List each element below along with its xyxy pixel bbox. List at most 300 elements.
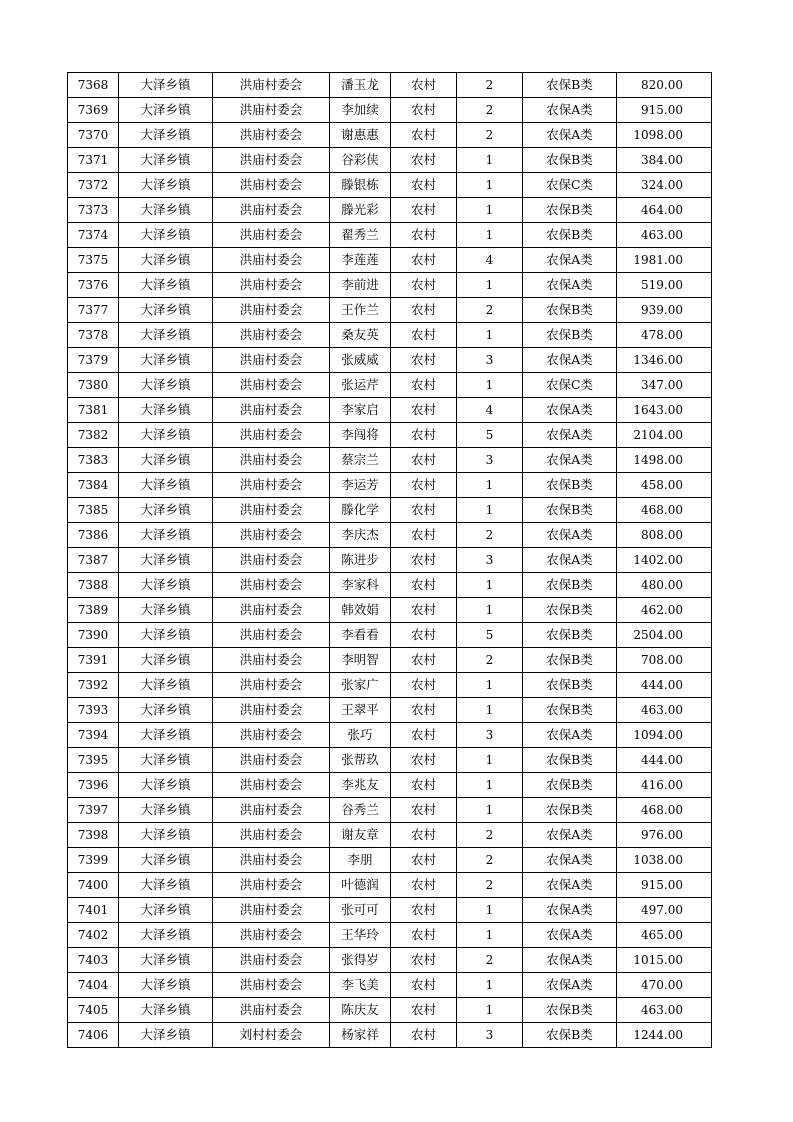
cell-member-count: 1 [457, 373, 523, 398]
cell-member-count: 1 [457, 573, 523, 598]
cell-household-type: 农村 [391, 648, 457, 673]
cell-record-number: 7404 [68, 973, 119, 998]
cell-name: 张得岁 [330, 948, 391, 973]
cell-amount: 1094.00 [617, 723, 712, 748]
cell-name: 李运芳 [330, 473, 391, 498]
cell-name: 谢友章 [330, 823, 391, 848]
cell-village-committee: 洪庙村委会 [213, 823, 330, 848]
cell-township: 大泽乡镇 [119, 948, 213, 973]
table-row [68, 398, 712, 423]
cell-village-committee: 洪庙村委会 [213, 673, 330, 698]
cell-household-type: 农村 [391, 123, 457, 148]
roster-body [68, 73, 712, 1048]
cell-name: 谢惠惠 [330, 123, 391, 148]
cell-record-number: 7394 [68, 723, 119, 748]
cell-name: 张威威 [330, 348, 391, 373]
cell-insurance-category: 农保B类 [523, 798, 617, 823]
cell-member-count: 2 [457, 123, 523, 148]
cell-record-number: 7385 [68, 498, 119, 523]
cell-insurance-category: 农保A类 [523, 523, 617, 548]
cell-record-number: 7384 [68, 473, 119, 498]
cell-record-number: 7402 [68, 923, 119, 948]
cell-household-type: 农村 [391, 1023, 457, 1048]
cell-record-number: 7387 [68, 548, 119, 573]
cell-township: 大泽乡镇 [119, 123, 213, 148]
cell-amount: 497.00 [617, 898, 712, 923]
cell-village-committee: 洪庙村委会 [213, 223, 330, 248]
cell-insurance-category: 农保B类 [523, 773, 617, 798]
cell-household-type: 农村 [391, 273, 457, 298]
cell-household-type: 农村 [391, 373, 457, 398]
cell-insurance-category: 农保A类 [523, 98, 617, 123]
table-row [68, 423, 712, 448]
cell-township: 大泽乡镇 [119, 198, 213, 223]
table-row [68, 148, 712, 173]
table-row [68, 823, 712, 848]
cell-township: 大泽乡镇 [119, 248, 213, 273]
cell-insurance-category: 农保B类 [523, 648, 617, 673]
cell-household-type: 农村 [391, 323, 457, 348]
cell-village-committee: 洪庙村委会 [213, 448, 330, 473]
cell-name: 张运芹 [330, 373, 391, 398]
cell-member-count: 1 [457, 498, 523, 523]
cell-village-committee: 洪庙村委会 [213, 348, 330, 373]
cell-record-number: 7375 [68, 248, 119, 273]
cell-record-number: 7391 [68, 648, 119, 673]
cell-name: 李看看 [330, 623, 391, 648]
cell-amount: 465.00 [617, 923, 712, 948]
cell-member-count: 1 [457, 473, 523, 498]
cell-name: 李莲莲 [330, 248, 391, 273]
cell-amount: 2504.00 [617, 623, 712, 648]
cell-member-count: 1 [457, 173, 523, 198]
cell-insurance-category: 农保B类 [523, 73, 617, 98]
cell-household-type: 农村 [391, 598, 457, 623]
cell-member-count: 2 [457, 648, 523, 673]
cell-name: 李前进 [330, 273, 391, 298]
cell-township: 大泽乡镇 [119, 398, 213, 423]
cell-township: 大泽乡镇 [119, 373, 213, 398]
cell-member-count: 1 [457, 923, 523, 948]
cell-amount: 939.00 [617, 298, 712, 323]
cell-township: 大泽乡镇 [119, 173, 213, 198]
cell-name: 李庆杰 [330, 523, 391, 548]
cell-record-number: 7390 [68, 623, 119, 648]
cell-township: 大泽乡镇 [119, 148, 213, 173]
cell-insurance-category: 农保B类 [523, 298, 617, 323]
cell-township: 大泽乡镇 [119, 773, 213, 798]
cell-household-type: 农村 [391, 823, 457, 848]
cell-household-type: 农村 [391, 798, 457, 823]
cell-village-committee: 洪庙村委会 [213, 473, 330, 498]
cell-member-count: 3 [457, 348, 523, 373]
cell-village-committee: 洪庙村委会 [213, 598, 330, 623]
cell-name: 李明智 [330, 648, 391, 673]
table-row [68, 98, 712, 123]
table-row [68, 523, 712, 548]
cell-township: 大泽乡镇 [119, 223, 213, 248]
cell-household-type: 农村 [391, 973, 457, 998]
cell-household-type: 农村 [391, 673, 457, 698]
cell-insurance-category: 农保B类 [523, 673, 617, 698]
cell-township: 大泽乡镇 [119, 748, 213, 773]
cell-village-committee: 洪庙村委会 [213, 973, 330, 998]
cell-name: 张巧 [330, 723, 391, 748]
cell-amount: 464.00 [617, 198, 712, 223]
cell-member-count: 3 [457, 1023, 523, 1048]
table-row [68, 173, 712, 198]
cell-record-number: 7399 [68, 848, 119, 873]
cell-township: 大泽乡镇 [119, 298, 213, 323]
cell-household-type: 农村 [391, 573, 457, 598]
cell-household-type: 农村 [391, 473, 457, 498]
cell-insurance-category: 农保A类 [523, 898, 617, 923]
cell-township: 大泽乡镇 [119, 673, 213, 698]
cell-insurance-category: 农保B类 [523, 323, 617, 348]
cell-township: 大泽乡镇 [119, 623, 213, 648]
cell-name: 李家启 [330, 398, 391, 423]
table-row [68, 323, 712, 348]
assistance-roster-table [67, 72, 712, 1048]
cell-amount: 478.00 [617, 323, 712, 348]
table-row [68, 273, 712, 298]
cell-village-committee: 洪庙村委会 [213, 923, 330, 948]
cell-village-committee: 洪庙村委会 [213, 798, 330, 823]
table-row [68, 298, 712, 323]
cell-township: 大泽乡镇 [119, 723, 213, 748]
cell-member-count: 2 [457, 873, 523, 898]
cell-amount: 1038.00 [617, 848, 712, 873]
cell-name: 滕银栋 [330, 173, 391, 198]
cell-amount: 444.00 [617, 673, 712, 698]
cell-record-number: 7379 [68, 348, 119, 373]
cell-insurance-category: 农保A类 [523, 548, 617, 573]
cell-village-committee: 洪庙村委会 [213, 498, 330, 523]
cell-household-type: 农村 [391, 348, 457, 373]
cell-amount: 1643.00 [617, 398, 712, 423]
cell-member-count: 1 [457, 673, 523, 698]
cell-village-committee: 洪庙村委会 [213, 998, 330, 1023]
cell-household-type: 农村 [391, 398, 457, 423]
cell-amount: 463.00 [617, 998, 712, 1023]
cell-record-number: 7396 [68, 773, 119, 798]
table-row [68, 248, 712, 273]
table-row [68, 373, 712, 398]
cell-amount: 347.00 [617, 373, 712, 398]
table-row [68, 898, 712, 923]
cell-village-committee: 洪庙村委会 [213, 948, 330, 973]
cell-insurance-category: 农保A类 [523, 398, 617, 423]
cell-name: 谷彩侠 [330, 148, 391, 173]
cell-insurance-category: 农保B类 [523, 148, 617, 173]
cell-village-committee: 洪庙村委会 [213, 273, 330, 298]
cell-name: 滕光彩 [330, 198, 391, 223]
cell-village-committee: 洪庙村委会 [213, 748, 330, 773]
table-row [68, 573, 712, 598]
cell-village-committee: 洪庙村委会 [213, 898, 330, 923]
cell-member-count: 1 [457, 973, 523, 998]
cell-insurance-category: 农保B类 [523, 998, 617, 1023]
cell-insurance-category: 农保A类 [523, 423, 617, 448]
cell-member-count: 2 [457, 73, 523, 98]
cell-member-count: 2 [457, 848, 523, 873]
cell-township: 大泽乡镇 [119, 698, 213, 723]
cell-member-count: 3 [457, 548, 523, 573]
cell-member-count: 2 [457, 98, 523, 123]
cell-household-type: 农村 [391, 723, 457, 748]
cell-insurance-category: 农保A类 [523, 873, 617, 898]
cell-township: 大泽乡镇 [119, 998, 213, 1023]
cell-township: 大泽乡镇 [119, 873, 213, 898]
cell-name: 韩效娟 [330, 598, 391, 623]
cell-amount: 1015.00 [617, 948, 712, 973]
table-row [68, 723, 712, 748]
cell-amount: 462.00 [617, 598, 712, 623]
cell-household-type: 农村 [391, 423, 457, 448]
cell-household-type: 农村 [391, 748, 457, 773]
cell-member-count: 1 [457, 198, 523, 223]
cell-record-number: 7368 [68, 73, 119, 98]
cell-member-count: 2 [457, 948, 523, 973]
cell-household-type: 农村 [391, 898, 457, 923]
cell-township: 大泽乡镇 [119, 473, 213, 498]
cell-insurance-category: 农保A类 [523, 448, 617, 473]
cell-township: 大泽乡镇 [119, 973, 213, 998]
cell-member-count: 5 [457, 423, 523, 448]
cell-household-type: 农村 [391, 698, 457, 723]
cell-amount: 468.00 [617, 798, 712, 823]
cell-insurance-category: 农保A类 [523, 348, 617, 373]
cell-amount: 384.00 [617, 148, 712, 173]
table-row [68, 673, 712, 698]
table-row [68, 73, 712, 98]
cell-township: 大泽乡镇 [119, 548, 213, 573]
cell-record-number: 7388 [68, 573, 119, 598]
table-row [68, 473, 712, 498]
cell-insurance-category: 农保A类 [523, 823, 617, 848]
cell-name: 陈庆友 [330, 998, 391, 1023]
cell-name: 陈进步 [330, 548, 391, 573]
table-row [68, 1023, 712, 1048]
cell-member-count: 1 [457, 748, 523, 773]
cell-township: 大泽乡镇 [119, 648, 213, 673]
cell-record-number: 7389 [68, 598, 119, 623]
cell-township: 大泽乡镇 [119, 573, 213, 598]
cell-record-number: 7378 [68, 323, 119, 348]
cell-record-number: 7403 [68, 948, 119, 973]
cell-amount: 1981.00 [617, 248, 712, 273]
table-row [68, 123, 712, 148]
cell-name: 王翠平 [330, 698, 391, 723]
cell-record-number: 7405 [68, 998, 119, 1023]
cell-amount: 463.00 [617, 698, 712, 723]
cell-village-committee: 洪庙村委会 [213, 398, 330, 423]
cell-amount: 444.00 [617, 748, 712, 773]
cell-village-committee: 洪庙村委会 [213, 873, 330, 898]
cell-amount: 458.00 [617, 473, 712, 498]
cell-village-committee: 洪庙村委会 [213, 848, 330, 873]
cell-record-number: 7401 [68, 898, 119, 923]
cell-amount: 915.00 [617, 98, 712, 123]
cell-insurance-category: 农保A类 [523, 248, 617, 273]
cell-member-count: 3 [457, 448, 523, 473]
cell-member-count: 4 [457, 398, 523, 423]
cell-member-count: 1 [457, 323, 523, 348]
cell-amount: 463.00 [617, 223, 712, 248]
table-row [68, 198, 712, 223]
cell-name: 张可可 [330, 898, 391, 923]
cell-township: 大泽乡镇 [119, 798, 213, 823]
cell-village-committee: 洪庙村委会 [213, 698, 330, 723]
cell-name: 桑友英 [330, 323, 391, 348]
cell-member-count: 1 [457, 798, 523, 823]
cell-insurance-category: 农保C类 [523, 373, 617, 398]
cell-member-count: 2 [457, 523, 523, 548]
cell-member-count: 1 [457, 148, 523, 173]
cell-insurance-category: 农保A类 [523, 923, 617, 948]
cell-amount: 1498.00 [617, 448, 712, 473]
cell-amount: 470.00 [617, 973, 712, 998]
cell-name: 李飞美 [330, 973, 391, 998]
cell-record-number: 7369 [68, 98, 119, 123]
cell-household-type: 农村 [391, 148, 457, 173]
cell-household-type: 农村 [391, 623, 457, 648]
cell-insurance-category: 农保B类 [523, 698, 617, 723]
table-row [68, 598, 712, 623]
cell-household-type: 农村 [391, 98, 457, 123]
cell-village-committee: 刘村村委会 [213, 1023, 330, 1048]
cell-insurance-category: 农保B类 [523, 623, 617, 648]
table-row [68, 623, 712, 648]
cell-name: 李兆友 [330, 773, 391, 798]
cell-record-number: 7382 [68, 423, 119, 448]
cell-township: 大泽乡镇 [119, 923, 213, 948]
cell-record-number: 7371 [68, 148, 119, 173]
cell-township: 大泽乡镇 [119, 323, 213, 348]
cell-insurance-category: 农保B类 [523, 223, 617, 248]
cell-village-committee: 洪庙村委会 [213, 548, 330, 573]
cell-village-committee: 洪庙村委会 [213, 773, 330, 798]
cell-record-number: 7372 [68, 173, 119, 198]
cell-village-committee: 洪庙村委会 [213, 173, 330, 198]
table-row [68, 848, 712, 873]
cell-record-number: 7380 [68, 373, 119, 398]
cell-insurance-category: 农保A类 [523, 848, 617, 873]
table-row [68, 223, 712, 248]
cell-name: 李闯将 [330, 423, 391, 448]
cell-village-committee: 洪庙村委会 [213, 573, 330, 598]
cell-record-number: 7395 [68, 748, 119, 773]
cell-village-committee: 洪庙村委会 [213, 298, 330, 323]
cell-insurance-category: 农保A类 [523, 723, 617, 748]
table-row [68, 498, 712, 523]
cell-insurance-category: 农保A类 [523, 273, 617, 298]
cell-township: 大泽乡镇 [119, 448, 213, 473]
cell-name: 张帮玖 [330, 748, 391, 773]
cell-household-type: 农村 [391, 773, 457, 798]
cell-name: 王作兰 [330, 298, 391, 323]
cell-household-type: 农村 [391, 998, 457, 1023]
cell-village-committee: 洪庙村委会 [213, 648, 330, 673]
cell-member-count: 1 [457, 998, 523, 1023]
cell-record-number: 7370 [68, 123, 119, 148]
cell-insurance-category: 农保B类 [523, 198, 617, 223]
cell-household-type: 农村 [391, 548, 457, 573]
cell-household-type: 农村 [391, 173, 457, 198]
cell-village-committee: 洪庙村委会 [213, 73, 330, 98]
cell-township: 大泽乡镇 [119, 598, 213, 623]
cell-township: 大泽乡镇 [119, 523, 213, 548]
cell-village-committee: 洪庙村委会 [213, 623, 330, 648]
cell-amount: 480.00 [617, 573, 712, 598]
cell-member-count: 2 [457, 298, 523, 323]
cell-member-count: 1 [457, 598, 523, 623]
table-row [68, 923, 712, 948]
cell-township: 大泽乡镇 [119, 848, 213, 873]
cell-village-committee: 洪庙村委会 [213, 198, 330, 223]
cell-village-committee: 洪庙村委会 [213, 248, 330, 273]
table-row [68, 698, 712, 723]
cell-township: 大泽乡镇 [119, 423, 213, 448]
cell-name: 滕化学 [330, 498, 391, 523]
cell-amount: 1098.00 [617, 123, 712, 148]
cell-amount: 1402.00 [617, 548, 712, 573]
cell-name: 蔡宗兰 [330, 448, 391, 473]
cell-amount: 976.00 [617, 823, 712, 848]
table-row [68, 998, 712, 1023]
cell-household-type: 农村 [391, 948, 457, 973]
cell-amount: 416.00 [617, 773, 712, 798]
cell-insurance-category: 农保B类 [523, 498, 617, 523]
cell-township: 大泽乡镇 [119, 898, 213, 923]
cell-member-count: 2 [457, 823, 523, 848]
cell-household-type: 农村 [391, 448, 457, 473]
table-row [68, 798, 712, 823]
cell-record-number: 7393 [68, 698, 119, 723]
table-row [68, 648, 712, 673]
cell-household-type: 农村 [391, 873, 457, 898]
cell-record-number: 7400 [68, 873, 119, 898]
cell-household-type: 农村 [391, 923, 457, 948]
cell-name: 杨家祥 [330, 1023, 391, 1048]
cell-amount: 1346.00 [617, 348, 712, 373]
cell-amount: 324.00 [617, 173, 712, 198]
cell-insurance-category: 农保A类 [523, 948, 617, 973]
cell-insurance-category: 农保A类 [523, 123, 617, 148]
cell-member-count: 3 [457, 723, 523, 748]
cell-household-type: 农村 [391, 523, 457, 548]
cell-name: 李加续 [330, 98, 391, 123]
cell-township: 大泽乡镇 [119, 823, 213, 848]
cell-household-type: 农村 [391, 848, 457, 873]
cell-name: 翟秀兰 [330, 223, 391, 248]
cell-record-number: 7398 [68, 823, 119, 848]
cell-member-count: 1 [457, 273, 523, 298]
cell-member-count: 5 [457, 623, 523, 648]
table-row [68, 973, 712, 998]
cell-name: 李家科 [330, 573, 391, 598]
cell-insurance-category: 农保B类 [523, 473, 617, 498]
cell-record-number: 7383 [68, 448, 119, 473]
cell-township: 大泽乡镇 [119, 273, 213, 298]
table-row [68, 348, 712, 373]
cell-household-type: 农村 [391, 298, 457, 323]
cell-record-number: 7406 [68, 1023, 119, 1048]
cell-township: 大泽乡镇 [119, 98, 213, 123]
cell-household-type: 农村 [391, 498, 457, 523]
cell-insurance-category: 农保B类 [523, 573, 617, 598]
cell-amount: 468.00 [617, 498, 712, 523]
